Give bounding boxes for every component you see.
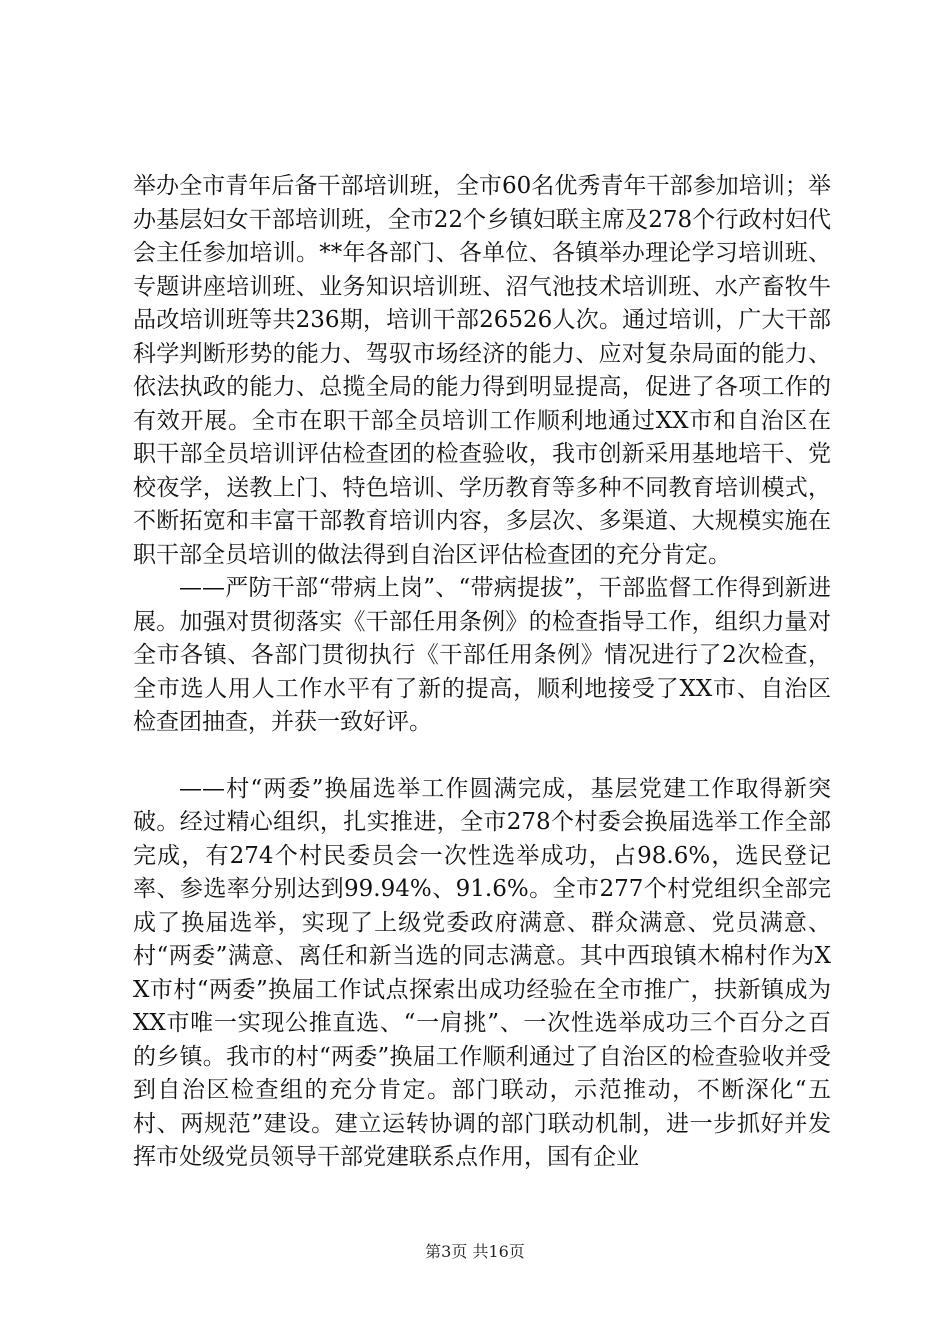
paragraph-supervision: ——严防干部“带病上岗”、“带病提拔”，干部监督工作得到新进展。加强对贯彻落实《干部任用条例》的检查指导工作，组织力量对全市各镇、各部门贯彻执行《干部任用条例》情况进行了2次检查，全市选人用人工作水平有了新的提高，顺利地接受了XX市、自治区检查团抽查，并获一致好评。 (133, 575, 831, 735)
paragraph-election: ——村“两委”换届选举工作圆满完成，基层党建工作取得新突破。经过精心组织，扎实推进，全市278个村委会换届选举工作全部完成，有274个村民委员会一次性选举成功，占98.6%，选民登记率、参选率分别达到99.94%、91.6%。全市277个村党组织全部完成了换届选举，实现了上级党委政府满意、群众满意、党员满意、村“两委”满意、离任和新当选的同志满意。其中西琅镇木棉村作为XX市村“两委”换届工作试点探索出成功经验在全市推广，扶新镇成为XX市唯一实现公推直选、“一肩挑”、一次性选举成功三个百分之百的乡镇。我市的村“两委”换届工作顺利通过了自治区的检查验收并受到自治区检查组的充分肯定。部门联动，示范推动，不断深化“五村、两规范”建设。建立运转协调的部门联动机制，进一步抓好并发挥市处级党员领导干部党建联系点作用，国有企业 (133, 775, 831, 1170)
paragraph-training: 举办全市青年后备干部培训班，全市60名优秀青年干部参加培训；举办基层妇女干部培训班，全市22个乡镇妇联主席及278个行政村妇代会主任参加培训。**年各部门、各单位、各镇举办理论学习培训班、专题讲座培训班、业务知识培训班、沼气池技术培训班、水产畜牧牛品改培训班等共236期，培训干部26526人次。通过培训，广大干部科学判断形势的能力、驾驭市场经济的能力、应对复杂局面的能力、依法执政的能力、总揽全局的能力得到明显提高，促进了各项工作的有效开展。全市在职干部全员培训工作顺利地通过XX市和自治区在职干部全员培训评估检查团的检查验收，我市创新采用基地培干、党校夜学，送教上门、特色培训、学历教育等多种不同教育培训模式，不断拓宽和丰富干部教育培训内容，多层次、多渠道、大规模实施在职干部全员培训的做法得到自治区评估检查团的充分肯定。 (133, 173, 831, 568)
page-number-footer: 第3页 共16页 (425, 1242, 525, 1261)
document-body (133, 170, 831, 1175)
